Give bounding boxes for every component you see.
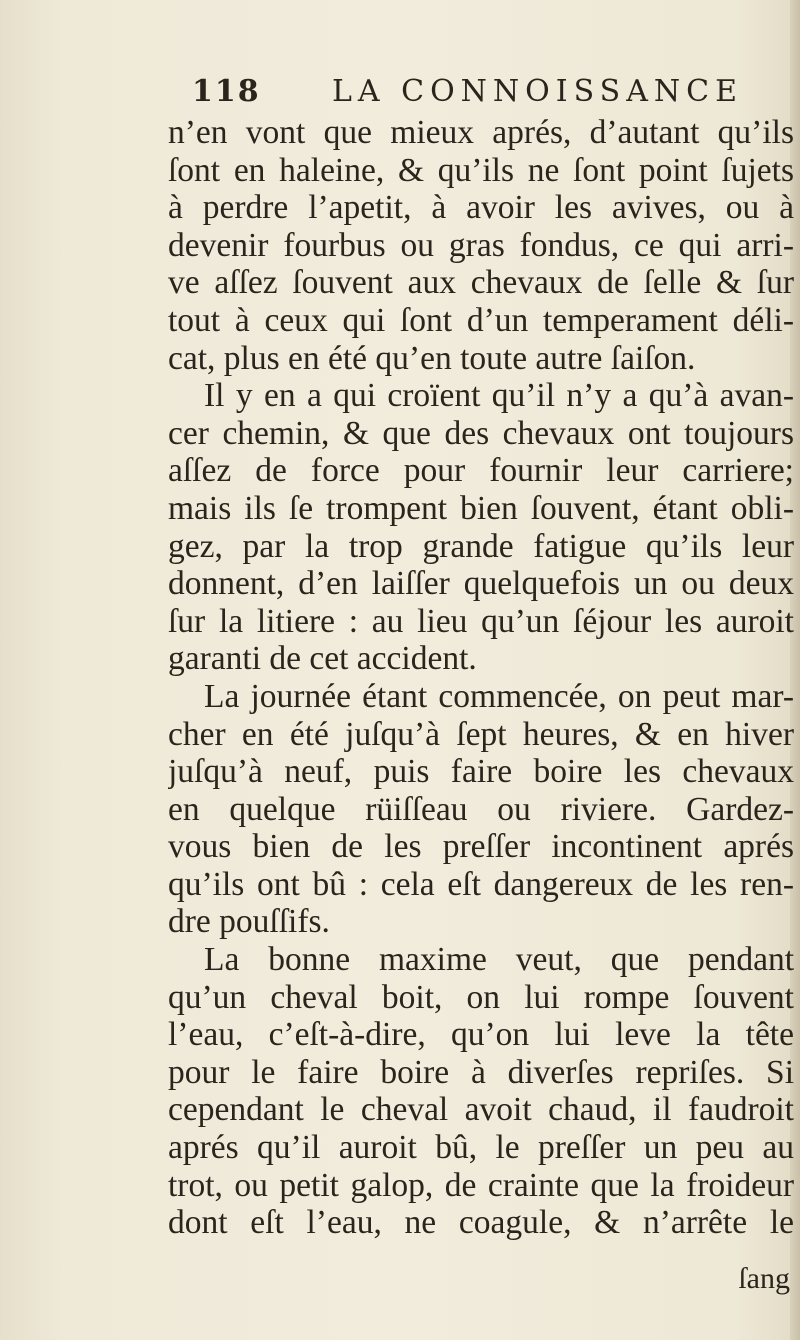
body-text bbox=[168, 114, 794, 1242]
catchword: ſang bbox=[738, 1262, 790, 1295]
text-line: trot, ou petit galop, de crainte que la froideur bbox=[168, 1166, 794, 1204]
text-line: devenir fourbus ou gras fondus, ce qui arri- bbox=[168, 226, 794, 264]
text-line: ſur la litiere : au lieu qu’un ſéjour les auroit bbox=[168, 602, 794, 640]
text-line: gez, par la trop grande fatigue qu’ils leur bbox=[168, 527, 794, 565]
text-line: l’eau, c’eſt-à-dire, qu’on lui leve la tête bbox=[168, 1016, 794, 1054]
text-line: Il y en a qui croïent qu’il n’y a qu’à avan- bbox=[204, 377, 794, 415]
text-line: ve aſſez ſouvent aux chevaux de ſelle & ſur bbox=[168, 264, 794, 302]
text-line: dre pouſſifs. bbox=[168, 903, 330, 941]
text-line: tout à ceux qui ſont d’un temperament déli- bbox=[168, 301, 794, 339]
text-line: La bonne maxime veut, que pendant bbox=[204, 941, 794, 979]
text-line: dont eſt l’eau, ne coagule, & n’arrête le bbox=[168, 1204, 794, 1242]
text-line: cer chemin, & que des chevaux ont toujours bbox=[168, 414, 794, 452]
text-line: qu’ils ont bû : cela eſt dangereux de les ren- bbox=[168, 865, 794, 903]
running-title: LA CONNOISSANCE bbox=[332, 74, 743, 109]
text-line: cat, plus en été qu’en toute autre ſaiſon. bbox=[168, 339, 696, 377]
text-line: cher en été juſqu’à ſept heures, & en hiver bbox=[168, 715, 794, 753]
text-line: n’en vont que mieux aprés, d’autant qu’ils bbox=[168, 114, 794, 151]
text-line: pour le faire boire à diverſes repriſes. Si bbox=[168, 1053, 794, 1091]
page-number: 118 bbox=[192, 74, 261, 109]
text-line: cependant le cheval avoit chaud, il faudroit bbox=[168, 1091, 794, 1129]
text-line: qu’un cheval boit, on lui rompe ſouvent bbox=[168, 978, 794, 1016]
text-line: garanti de cet accident. bbox=[168, 640, 477, 678]
text-line: ſont en haleine, & qu’ils ne ſont point ſujets bbox=[168, 151, 794, 189]
text-line: aſſez de force pour fournir leur carriere; bbox=[168, 452, 794, 490]
text-line: donnent, d’en laiſſer quelquefois un ou deux bbox=[168, 565, 794, 603]
page-header bbox=[192, 74, 792, 114]
text-line: mais ils ſe trompent bien ſouvent, étant obli- bbox=[168, 489, 794, 527]
text-line: La journée étant commencée, on peut mar- bbox=[204, 677, 794, 715]
text-line: en quelque rüiſſeau ou riviere. Gardez- bbox=[168, 790, 794, 828]
text-line: aprés qu’il auroit bû, le preſſer un peu au bbox=[168, 1129, 794, 1167]
text-line: vous bien de les preſſer incontinent aprés bbox=[168, 828, 794, 866]
text-line: à perdre l’apetit, à avoir les avives, ou à bbox=[168, 189, 794, 227]
text-line: juſqu’à neuf, puis faire boire les chevaux bbox=[168, 753, 794, 791]
